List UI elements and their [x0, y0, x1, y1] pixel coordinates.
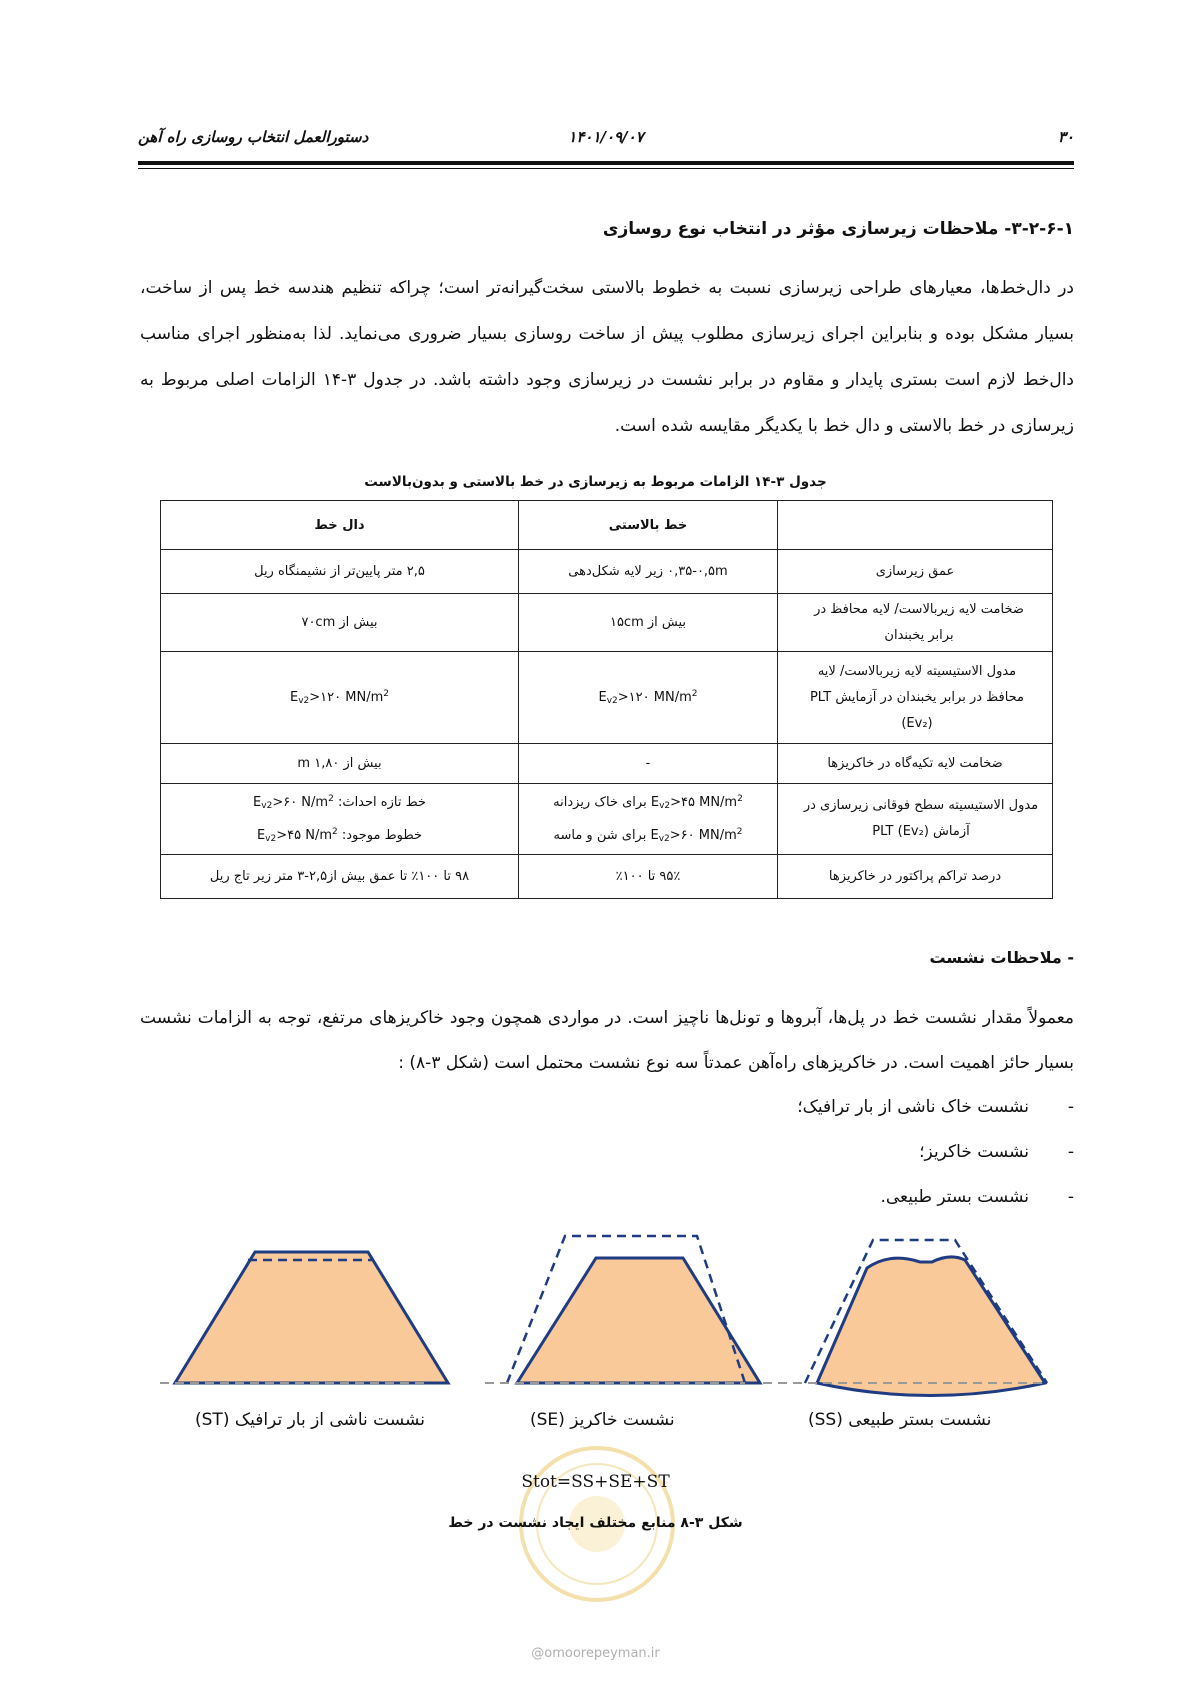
ground-settlement-trapezoid — [763, 1240, 1047, 1396]
table-cell: عمق زیرسازی — [778, 550, 1053, 594]
table-cell: مدول الاستیسیته سطح فوقانی زیرسازی در آزماش PLT (Ev₂) — [778, 784, 1053, 855]
label-ground-settlement: نشست بستر طبیعی (SS) — [808, 1410, 992, 1430]
page-header — [138, 128, 1074, 154]
page-number: ۳۰ — [1057, 128, 1074, 146]
label-traffic-settlement: نشست ناشی از بار ترافیک (ST) — [195, 1410, 425, 1430]
table-row — [161, 550, 1053, 594]
cell-line: $E_{v2}>۶۰$ $MN/m^2$ برای شن و ماسه — [553, 827, 743, 844]
table-cell: بیش از ۷۰cm — [161, 594, 519, 652]
settlement-title: - ملاحظات نشست — [929, 948, 1074, 967]
table-cell — [161, 784, 519, 855]
table-cell: ۹۸ تا ۱۰۰٪ تا عمق بیش از۲,۵-۳ متر زیر تاج ریل — [161, 855, 519, 899]
table-cell: ضخامت لایه تکیه‌گاه در خاکریزها — [778, 744, 1053, 784]
figure-caption: شکل ۳-۸ منابع مختلف ایجاد نشست در خط — [448, 1515, 743, 1531]
settlement-diagram — [160, 1228, 1060, 1403]
table-header-slab: دال خط — [161, 501, 519, 550]
table-cell: بیش از ۱۵cm — [519, 594, 778, 652]
label-embankment-settlement: نشست خاکریز (SE) — [530, 1410, 675, 1430]
traffic-settlement-trapezoid — [160, 1252, 448, 1383]
table-row — [161, 855, 1053, 899]
cell-line: خطوط موجود: $E_{v2}>۴۵$ $N/m^2$ — [256, 827, 423, 844]
cell-line: خط تازه احداث: $E_{v2}>۶۰$ $N/m^2$ — [253, 794, 426, 811]
embankment-settlement-trapezoid — [485, 1236, 760, 1383]
table-cell: بیش از ۱,۸۰ m — [161, 744, 519, 784]
table-cell — [161, 652, 519, 744]
table-row — [161, 652, 1053, 744]
list-item: -نشست خاکریز؛ — [919, 1142, 1074, 1162]
list-item: -نشست بستر طبیعی. — [880, 1187, 1074, 1207]
table-cell: - — [519, 744, 778, 784]
table-header-row — [161, 501, 1053, 550]
table-row — [161, 744, 1053, 784]
document-title: دستورالعمل انتخاب روسازی راه آهن — [138, 128, 369, 146]
settlement-formula: Stot=SS+SE+ST — [521, 1472, 670, 1492]
table-header-ballast: خط بالاستی — [519, 501, 778, 550]
table-cell: ۹۵٪ تا ۱۰۰٪ — [519, 855, 778, 899]
header-rule-thin — [138, 168, 1074, 169]
table-cell: ۰,۳۵-۰,۵m زیر لایه شکل‌دهی — [519, 550, 778, 594]
section-paragraph: در دال‌خط‌ها، معیارهای طراحی زیرسازی نسبت به خطوط بالاستی سخت‌گیرانه‌تر است؛ چراکه تنظیم هندسه خط پس از ساخت، بسیار مشکل بوده و بنابراین اجرای زیرسازی مطلوب پیش از ساخت روسازی بسیار ضروری می‌نماید. لذا به‌منظور اجرای مناسب دال‌خط لازم است بستری پایدار و مقاوم در برابر نشست در زیرسازی وجود داشته باشد. در جدول ۳-۱۴ الزامات اصلی مربوط به زیرسازی در خط بالاستی و دال خط با یکدیگر مقایسه شده است. — [140, 278, 1075, 436]
section-title: ۳-۲-۶-۱- ملاحظات زیرسازی مؤثر در انتخاب نوع روسازی — [602, 219, 1074, 239]
table-caption: جدول ۳-۱۴ الزامات مربوط به زیرسازی در خط بالاستی و بدون‌بالاست — [364, 474, 827, 490]
watermark: @omoorepeyman.ir — [531, 1646, 660, 1661]
header-rule-thick — [138, 161, 1074, 165]
table-cell — [519, 784, 778, 855]
table-row — [161, 594, 1053, 652]
cell-line: $E_{v2}>۴۵$ $MN/m^2$ برای خاک ریزدانه — [553, 794, 743, 811]
ev2-value: $E_{v2}>۱۲۰$ $MN/m^2$ — [290, 689, 389, 706]
table-cell: مدول الاستیسیته لایه زیربالاست/ لایه محافظ در برابر یخبندان در آزمایش PLT (Ev₂) — [778, 652, 1053, 744]
table-cell: ۲,۵ متر پایین‌تر از نشیمنگاه ریل — [161, 550, 519, 594]
settlement-paragraph: معمولاً مقدار نشست خط در پل‌ها، آبروها و تونل‌ها ناچیز است. در مواردی همچون وجود خاکریزهای مرتفع، توجه به الزامات نشست بسیار حائز اهمیت است. در خاکریزهای راه‌آهن عمدتاً سه نوع نشست محتمل است (شکل ۳-۸) : — [140, 1008, 1074, 1073]
table-cell: ضخامت لایه زیربالاست/ لایه محافظ در برابر یخبندان — [778, 594, 1053, 652]
header-date: ۱۴۰۱/۰۹/۰۷ — [568, 128, 644, 146]
settlement-list — [797, 1085, 1074, 1220]
ev2-value: $E_{v2}>۱۲۰$ $MN/m^2$ — [598, 689, 698, 706]
requirements-table — [160, 500, 1053, 899]
table-cell — [519, 652, 778, 744]
list-item: -نشست خاک ناشی از بار ترافیک؛ — [797, 1097, 1074, 1117]
table-row — [161, 784, 1053, 855]
table-cell: درصد تراکم پراکتور در خاکریزها — [778, 855, 1053, 899]
table-header-param — [778, 501, 1053, 550]
